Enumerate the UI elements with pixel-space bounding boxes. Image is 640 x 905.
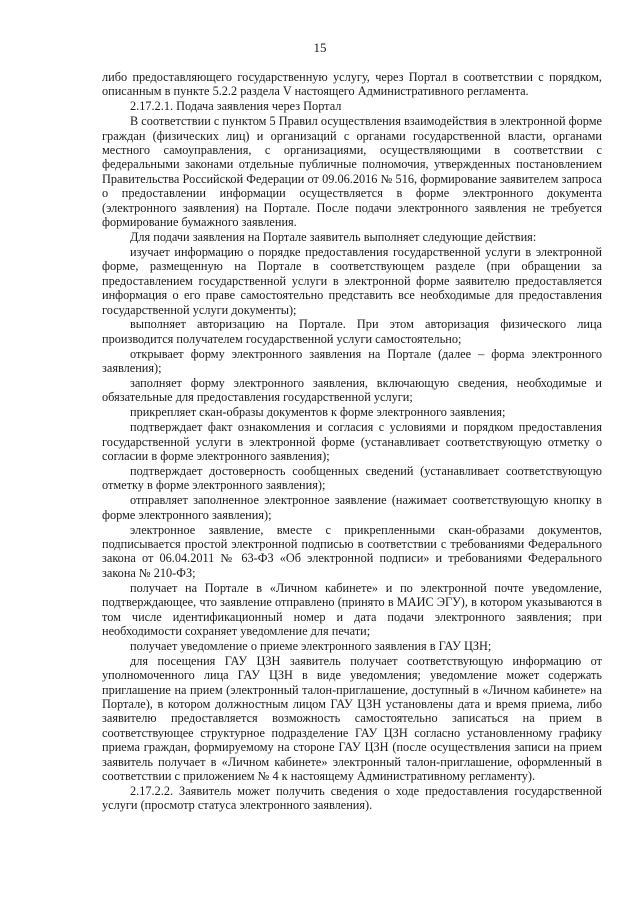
paragraph-continuation: либо предоставляющего государственную услугу, через Портал в соответствии с порядком, описанным в пункте 5.2.2 раздела V настоящего Административного регламента. bbox=[102, 70, 602, 99]
list-item-receive-acceptance: получает уведомление о приеме электронного заявления в ГАУ ЦЗН; bbox=[130, 638, 492, 653]
paragraph-rules-reference: В соответствии с пунктом 5 Правил осуществления взаимодействия в электронной форме граждан (физических лиц) и организаций с органами государственной власти, органами местного самоуправления, с организациями, осуществляющими в соответствии с федеральными законами отдельные публичные полномочия, утвержденных постановлением Правительства Российской Федерации от 09.06.2016 № 516, формирование заявителем запроса о предоставлении информации осуществляется в форме электронного документа (электронного заявления) на Портале. После подачи электронного заявления не требуется формирование бумажного заявления. bbox=[102, 114, 602, 230]
page-number: 15 bbox=[313, 40, 327, 55]
paragraph-actions-intro: Для подачи заявления на Портале заявитель выполняет следующие действия: bbox=[130, 229, 537, 244]
list-item-receive-notification: получает на Портале в «Личном кабинете» и по электронной почте уведомление, подтверждающее, что заявление отправлено (принято в МАИС ЭГУ), в котором указываются в том числе идентификационный номер и дата подачи электронного заявления; при необходимости сохраняет уведомление для печати; bbox=[102, 580, 602, 638]
list-item-attach-scans: прикрепляет скан-образы документов к форме электронного заявления; bbox=[130, 405, 506, 420]
list-item-open-form: открывает форму электронного заявления на Портале (далее – форма электронного заявления); bbox=[102, 346, 602, 376]
list-item-confirm-accuracy: подтверждает достоверность сообщенных сведений (устанавливает соответствующую отметку в форме электронного заявления); bbox=[102, 463, 602, 493]
list-item-authorization: выполняет авторизацию на Портале. При этом авторизация физического лица производится получателем государственной услуги самостоятельно; bbox=[102, 317, 602, 346]
list-item-visit-appointment: для посещения ГАУ ЦЗН заявитель получает соответствующую информацию от уполномоченного лица ГАУ ЦЗН в виде уведомления; уведомление может содержать приглашение на прием (электронный талон-приглашение, доступный в «Личном кабинете» на Портале), в котором должностным лицом ГАУ ЦЗН установлены дата и время приема, либо заявителю предоставляется возможность самостоятельно записаться на прием в соответствующее структурное подразделение ГАУ ЦЗН согласно установленному графику приема граждан, формируемому на стороне ГАУ ЦЗН (после осуществления записи на прием заявитель получает в «Личном кабинете» электронный талон-приглашение, оформленный в соответствии с приложением № 4 к настоящему Административному регламенту). bbox=[102, 653, 602, 783]
list-item-electronic-signature: электронное заявление, вместе с прикрепленными скан-образами документов, подписывается простой электронной подписью в соответствии с требованиями Федерального закона от 06.04.2011 № 63-ФЗ «Об электронной подписи» и требованиями Федерального закона № 210-ФЗ; bbox=[102, 522, 602, 580]
list-item-fill-form: заполняет форму электронного заявления, включающую сведения, необходимые и обязательные для предоставления государственной услуги; bbox=[102, 376, 602, 405]
document-body bbox=[102, 70, 602, 813]
list-item-send-application: отправляет заполненное электронное заявление (нажимает соответствующую кнопку в форме электронного заявления); bbox=[102, 493, 602, 522]
section-heading-2-17-2-2: 2.17.2.2. Заявитель может получить сведения о ходе предоставления государственной услуги (просмотр статуса электронного заявления). bbox=[102, 783, 602, 813]
list-item-confirm-consent: подтверждает факт ознакомления и согласия с условиями и порядком предоставления государственной услуги в электронной форме (устанавливает соответствующую отметку о согласии в форме электронного заявления); bbox=[102, 420, 602, 464]
section-heading-2-17-2-1: 2.17.2.1. Подача заявления через Портал bbox=[130, 99, 342, 114]
list-item-study-info: изучает информацию о порядке предоставления государственной услуги в электронной форме, размещенную на Портале в соответствующем разделе (при обращении за предоставлением государственной услуги в электронной форме заявителю предоставляется информация о его праве самостоятельно представить все необходимые для предоставления государственной услуги документы); bbox=[102, 244, 602, 317]
